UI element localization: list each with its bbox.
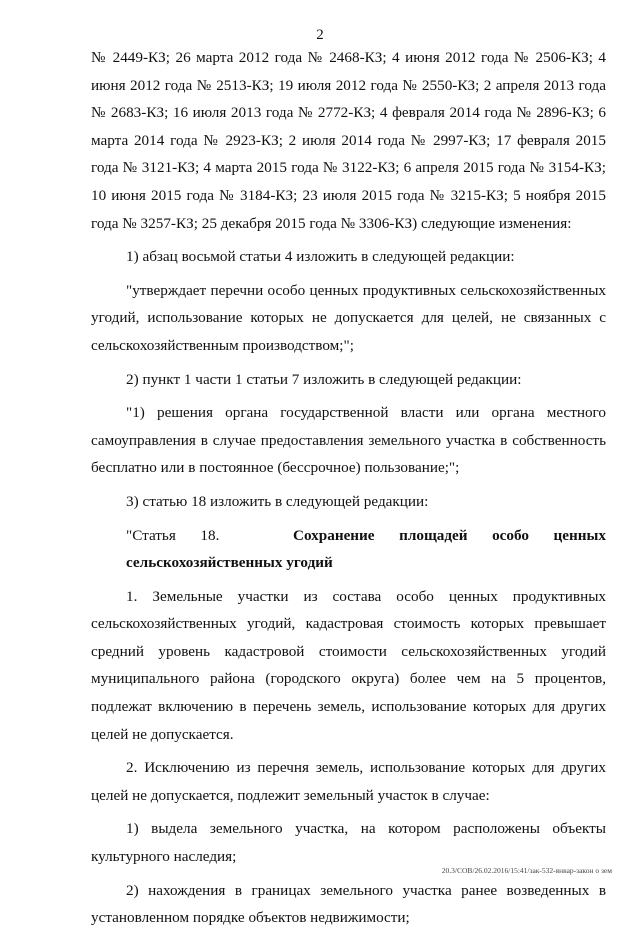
article-heading xyxy=(91,522,606,577)
document-footer-code: 20.3/СОВ/26.02.2016/15:41/зак-532-январ-закон о зем xyxy=(441,866,612,875)
paragraph-subitem-2: 2) нахождения в границах земельного участка ранее возведенных в установленном порядке объектов недвижимости; xyxy=(91,881,606,927)
paragraph-quote-2: "1) решения органа государственной власти или органа местного самоуправления в случае предоставления земельного участка в собственность бесплатно или в постоянное (бессрочное) пользование;"; xyxy=(91,404,606,477)
paragraph-item-1: 1) абзац восьмой статьи 4 изложить в следующей редакции: xyxy=(126,248,515,266)
page-number: 2 xyxy=(316,27,324,43)
document-body xyxy=(91,44,606,932)
article-number: "Статья 18. xyxy=(126,526,220,544)
article-title: Сохранение площадей особо ценных сельскохозяйственных угодий xyxy=(126,526,606,572)
paragraph-amendments-list: № 2449-КЗ; 26 марта 2012 года № 2468-КЗ; 4 июня 2012 года № 2506-КЗ; 4 июня 2012 года № 2513-КЗ; 19 июля 2012 года № 2550-КЗ; 2 апреля 2013 года № 2683-КЗ; 16 июля 2013 года № 2772-КЗ; 4 февраля 2014 года № 2896-КЗ; 6 марта 2014 года № 2923-КЗ; 2 июля 2014 года № 2997-КЗ; 17 февраля 2015 года № 3121-КЗ; 4 марта 2015 года № 3122-КЗ; 6 апреля 2015 года № 3154-КЗ; 10 июня 2015 года № 3184-КЗ; 23 июля 2015 года № 3215-КЗ; 5 ноября 2015 года № 3257-КЗ; 25 декабря 2015 года № 3306-КЗ) следующие изменения: xyxy=(91,49,606,232)
paragraph-item-2: 2) пункт 1 части 1 статьи 7 изложить в следующей редакции: xyxy=(126,370,522,388)
paragraph-article-part-2: 2. Исключению из перечня земель, использование которых для других целей не допускается, подлежит земельный участок в случае: xyxy=(91,759,606,804)
paragraph-quote-1: "утверждает перечни особо ценных продуктивных сельскохозяйственных угодий, использование которых не допускается для целей, не связанных с сельскохозяйственным производством;"; xyxy=(91,281,606,354)
paragraph-article-part-1: 1. Земельные участки из состава особо ценных продуктивных сельскохозяйственных угодий, кадастровая стоимость которых превышает средний уровень кадастровой стоимости сельскохозяйственных угодий муниципального района (городского округа) более чем на 5 процентов, подлежат включению в перечень земель, использование которых для других целей не допускается. xyxy=(91,587,606,743)
paragraph-subitem-1: 1) выдела земельного участка, на котором расположены объекты культурного наследия; xyxy=(91,820,606,866)
paragraph-item-3: 3) статью 18 изложить в следующей редакции: xyxy=(126,492,429,510)
